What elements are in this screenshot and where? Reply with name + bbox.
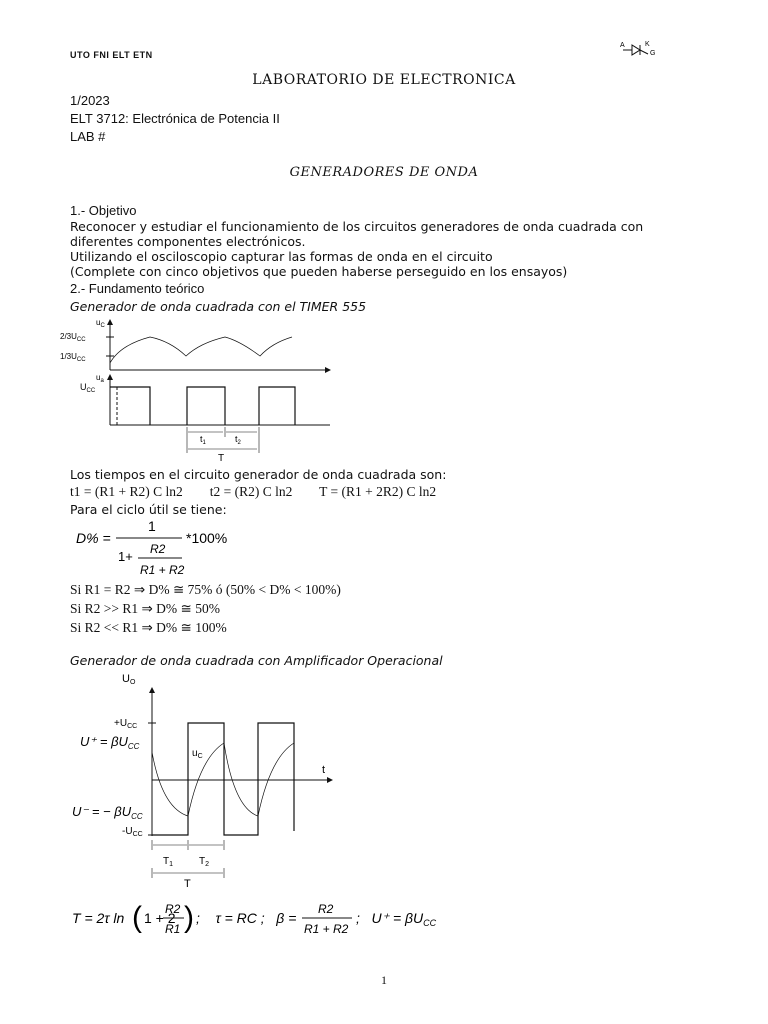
svg-text:R2: R2 — [165, 902, 181, 916]
svg-text:U⁺ = βUCC: $U^+ = \beta U_{CC}$ — [80, 734, 140, 751]
svg-text:T: T — [184, 878, 191, 890]
period-formula — [70, 893, 490, 948]
svg-text:T: T — [218, 453, 225, 464]
svg-text:t2: $t_2$ — [235, 434, 241, 446]
duty-intro: Para el ciclo útil se tiene: — [70, 502, 227, 517]
opamp-waveform-figure — [70, 668, 350, 893]
svg-text:T = 2τ ln: T = 2τ ln — [72, 910, 125, 926]
svg-text:1+: 1+ — [118, 549, 133, 564]
logo-a: A — [620, 42, 625, 49]
case-line: Si R2 << R1 ⇒ D% ≅ 100% — [70, 620, 227, 635]
times-intro: Los tiempos en el circuito generador de onda cuadrada son: — [70, 467, 447, 482]
svg-text:; τ = RC ; β =: ; τ = RC ; β = — [196, 910, 297, 926]
logo-k: K — [645, 41, 650, 48]
svg-text:uC: $u_C$ — [192, 748, 203, 760]
svg-text:(: ( — [132, 901, 142, 934]
page-title: LABORATORIO DE ELECTRONICA — [252, 72, 516, 88]
svg-text:R1 + R2: R1 + R2 — [140, 563, 185, 577]
svg-text:T2: $T_2$ — [199, 856, 210, 868]
objective-line: diferentes componentes electrónicos. — [70, 234, 306, 249]
diode-logo-icon — [620, 40, 660, 60]
svg-text:1 + 2: 1 + 2 — [144, 910, 176, 926]
svg-text:2/3UCC: $2/3U_{CC}$ — [60, 332, 86, 343]
svg-text:UCC: $U_{CC}$ — [80, 382, 96, 394]
page-number: 1 — [381, 973, 387, 987]
opamp-caption: Generador de onda cuadrada con Amplificador Operacional — [70, 653, 443, 668]
svg-text:): ) — [184, 901, 194, 934]
objective-line: (Complete con cinco objetivos que pueden haberse perseguido en los ensayos) — [70, 264, 568, 279]
timer-caption: Generador de onda cuadrada con el TIMER 555 — [70, 299, 367, 314]
svg-text:R1: R1 — [165, 922, 181, 936]
svg-text:t1: $t_1$ — [200, 434, 206, 446]
times-formula: t1 = (R1 + R2) C ln2 t2 = (R2) C ln2 T = (R1 + 2R2) C ln2 — [70, 484, 437, 499]
svg-text:+UCC: $+U_{CC}$ — [114, 718, 138, 730]
logo-g: G — [650, 50, 656, 57]
svg-text:uC: $u_C$ — [96, 318, 105, 329]
svg-text:U⁻ = − βUCC: U⁻ = − $\beta U_{CC}$ — [72, 804, 143, 821]
svg-text:ua: $u_a$ — [96, 373, 104, 384]
course: ELT 3712: Electrónica de Potencia II — [70, 111, 280, 126]
duty-cycle-formula — [70, 515, 270, 580]
svg-text:R1 + R2: R1 + R2 — [304, 922, 349, 936]
timer-555-waveform-figure — [60, 315, 340, 465]
svg-text:R2: R2 — [318, 902, 334, 916]
header-left: UTO FNI ELT ETN — [70, 50, 153, 60]
section-2-heading: 2.- Fundamento teórico — [70, 281, 205, 296]
case-line: Si R2 >> R1 ⇒ D% ≅ 50% — [70, 601, 220, 616]
svg-text:-UCC: $-U_{CC}$ — [122, 826, 143, 838]
section-1-heading: 1.- Objetivo — [70, 203, 137, 218]
svg-text:; U⁺ = βUCC: ; $U^+ = \beta U_{CC}$ — [356, 910, 437, 928]
objective-line: Utilizando el osciloscopio capturar las formas de onda en el circuito — [70, 249, 493, 264]
period: 1/2023 — [70, 93, 110, 108]
svg-text:T1: $T_1$ — [163, 856, 174, 868]
svg-text:1: 1 — [148, 518, 156, 534]
svg-text:UO: UO — [122, 673, 136, 686]
svg-text:D% =: D% = — [76, 530, 111, 546]
svg-text:1/3UCC: $1/3U_{CC}$ — [60, 352, 86, 363]
lab-number: LAB # — [70, 129, 106, 144]
objective-line: Reconocer y estudiar el funcionamiento de los circuitos generadores de onda cuadrada con — [70, 219, 644, 234]
svg-text:R2: R2 — [150, 542, 166, 556]
svg-text:t: t — [322, 764, 326, 776]
case-line: Si R1 = R2 ⇒ D% ≅ 75% ó (50% < D% < 100%) — [70, 582, 341, 597]
subtitle: GENERADORES DE ONDA — [289, 165, 479, 180]
svg-text:*100%: *100% — [186, 530, 228, 546]
